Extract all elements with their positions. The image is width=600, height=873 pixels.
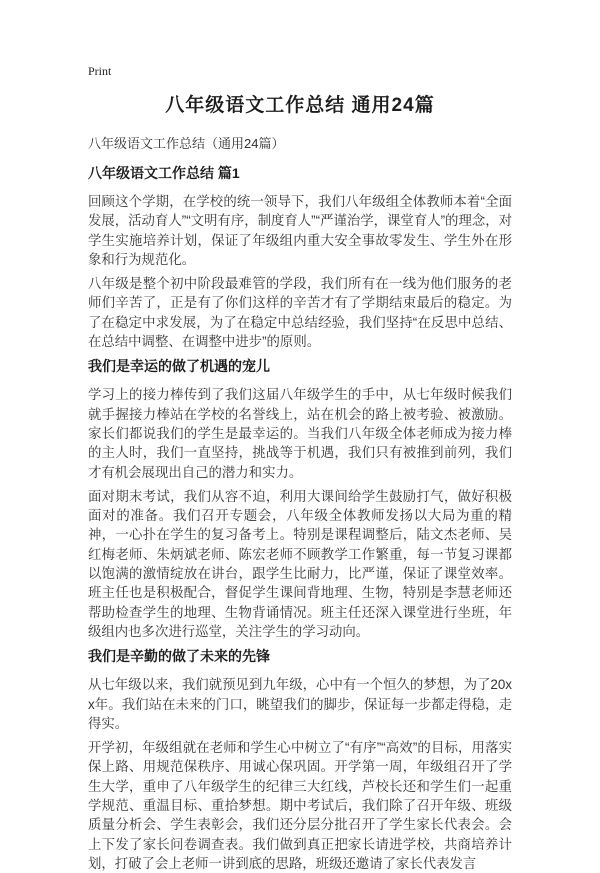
page-title: 八年级语文工作总结 通用24篇 (165, 95, 435, 116)
paragraph-final-exam: 面对期末考试，我们从容不迫，利用大课间给学生鼓励打气，做好积极面对的准备。我们召开专题会，八年级全体教师发扬以大局为重的精神，一心扑在学生的复习备考上。特别是课程调整后，陆文杰老师、吴红梅老师、朱炳斌老师、陈宏老师不顾教学工作繁重，每一节复习课都以饱满的激情绽放在讲台，跟学生比耐力，比严谨，保证了课堂效率。班主任也是积极配合，督促学生课间背地理、生物，特别是李慧老师还帮助检查学生的地理、生物背诵情况。班主任还深入课堂进行坐班，年级组内也多次进行巡堂，关注学生的学习动向。 (88, 488, 512, 639)
paragraph-overview: 回顾这个学期，在学校的统一领导下，我们八年级组全体教师本着“全面发展，活动育人”“文明有序，制度育人”“严谨治学，课堂育人”的理念，对学生实施培养计划，保证了年级组内重大安全事故零发生、学生外在形象和行为规范化。 (88, 194, 513, 267)
section-heading-lucky: 我们是幸运的做了机遇的宠儿 (88, 358, 270, 375)
section-heading-diligent: 我们是辛勤的做了未来的先锋 (88, 648, 270, 665)
section-heading-part1: 八年级语文工作总结 篇1 (88, 165, 240, 181)
paragraph-dream: 从七年级以来，我们就预见到九年级，心中有一个恒久的梦想，为了20xx年。我们站在未来的门口，眺望我们的脚步，保证每一步都走得稳，走得实。 (88, 677, 512, 731)
print-link[interactable]: Print (88, 64, 112, 78)
paragraph-grade-difficulty: 八年级是整个初中阶段最难管的学段，我们所有在一线为他们服务的老师们辛苦了，正是有了你们这样的辛苦才有了学期结束最后的稳定。为了在稳定中求发展，为了在稳定中总结经验，我们坚持“在反思中总结、在总结中调整、在调整中进步”的原则。 (88, 276, 512, 350)
paragraph-relay-baton: 学习上的接力棒传到了我们这届八年级学生的手中，从七年级时候我们就手握接力棒站在学校的名誉线上，站在机会的路上被考验、被激励。家长们都说我们的学生是最幸运的。当我们八年级全体老师成为接力棒的主人时，我们一直坚持，挑战等于机遇，我们只有被推到前列，我们才有机会展现出自己的潜力和实力。 (88, 387, 512, 480)
paragraph-semester-start: 开学初，年级组就在老师和学生心中树立了“有序”“高效”的目标，用落实保上路、用规范保秩序、用诚心保巩固。开学第一周，年级组召开了学生大学，重申了八年级学生的纪律三大红线，芦校长还和学生们一起重学规范、重温目标、重拾梦想。期中考试后，我们除了召开年级、班级质量分析会、学生表彰会，我们还分层分批召开了学生家长代表会。会上下发了家长问卷调查表。我们做到真正把家长请进学校，共商培养计划，打破了会上老师一讲到底的思路，班级还邀请了家长代表发言 (88, 740, 512, 871)
document-subtitle: 八年级语文工作总结（通用24篇） (88, 136, 285, 151)
